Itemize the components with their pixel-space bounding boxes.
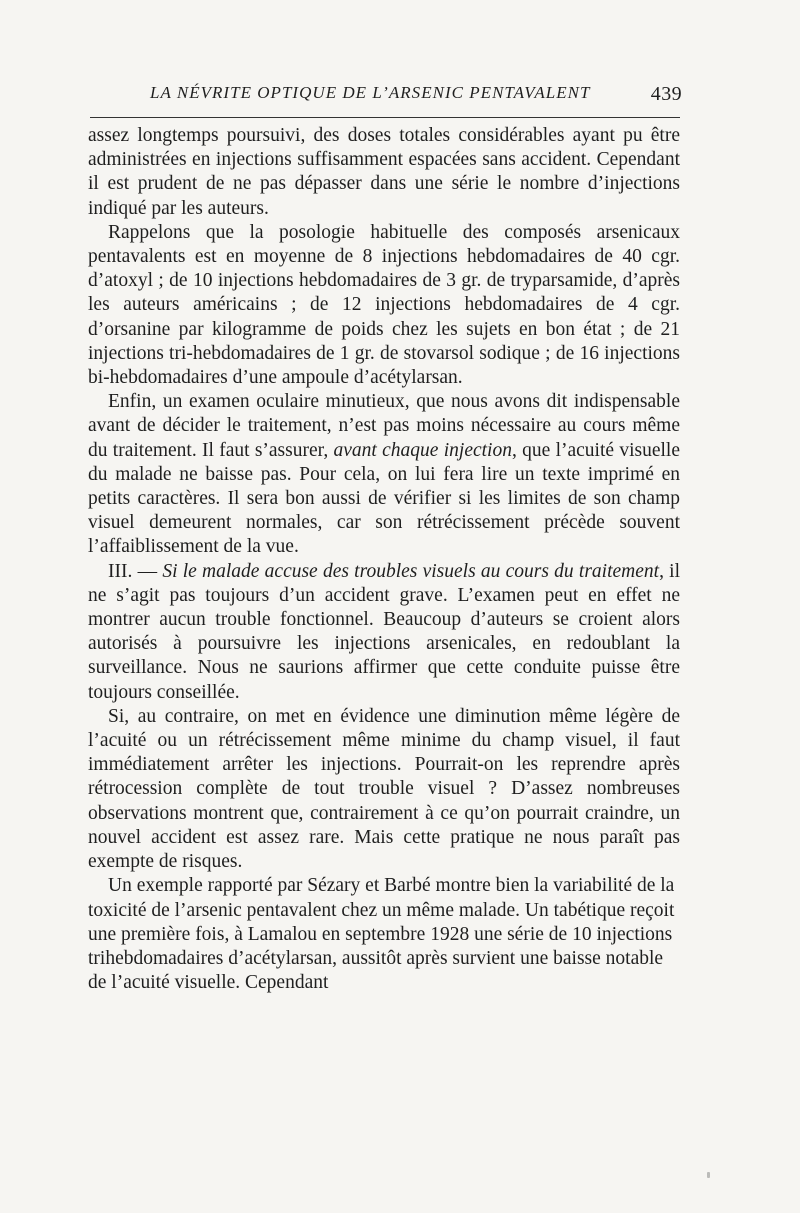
paragraph [88, 705, 680, 874]
text-run: III. — [108, 560, 163, 582]
text-run: , que l’acuité visuelle du malade ne baisse pas. Pour cela, on lui fera lire un texte imprimé en petits caractères. Il sera bon aussi de vérifier si les limites de son champ visuel demeurent normales, car son rétrécissement précède souvent l’affaiblissement de la vue. [88, 439, 680, 558]
paragraph [88, 124, 680, 221]
text-run: Rappelons que la posologie habituelle des composés arsenicaux pentavalents est en moyenne de 8 injections hebdomadaires de 40 cgr. d’atoxyl ; de 10 injections hebdomadaires de 3 gr. de tryparsamide, d’après les auteurs américains ; de 12 injections hebdomadaires de 4 cgr. d’orsanine par kilogramme de poids chez les sujets en bon état ; de 21 injections tri-hebdomadaires de 1 gr. de stovarsol sodique ; de 16 injections bi-hebdomadaires d’une ampoule d’acétylarsan. [88, 221, 680, 389]
text-run: Enfin, un examen oculaire minutieux, que nous avons dit indispensable avant de décider le traitement, n’est pas moins nécessaire au cours même du traitement. Il faut s’assurer, [88, 391, 680, 461]
paragraph [88, 221, 680, 390]
text-run: assez longtemps poursuivi, des doses totales considérables ayant pu être administrées en injections suffisamment espacées sans accident. Cependant il est prudent de ne pas dépasser dans une série le nombre d’injections indiqué par les auteurs. [88, 125, 680, 219]
text-run: , il ne s’agit pas toujours d’un accident grave. L’examen peut en effet ne montrer aucun trouble fonctionnel. Beaucoup d’auteurs se croient alors autorisés à poursuivre les injections arsenicales, en redoublant la surveillance. Nous ne saurions affirmer que cette conduite puisse être toujours conseillée. [88, 560, 681, 703]
italic-text: avant chaque injection [333, 439, 512, 461]
text-run: Un exemple rapporté par Sézary et Barbé montre bien la variabilité de la toxicité de l’arsenic pentavalent chez un même malade. Un tabétique reçoit une première fois, à Lamalou en septembre 1928 une série de 10 injections trihebdomadaires d’acétylarsan, aussitôt après survient une baisse notable de l’acuité visuelle. Cependant [88, 875, 675, 994]
paragraph [88, 874, 680, 995]
paragraph [88, 560, 680, 705]
page-number: 439 [650, 83, 682, 105]
header-rule [90, 117, 680, 118]
paper-speck [707, 1172, 710, 1178]
running-head [88, 80, 682, 114]
text-run: Si, au contraire, on met en évidence une diminution même légère de l’acuité ou un rétrécissement même minime du champ visuel, il faut immédiatement arrêter les injections. Pourrait-on les reprendre après rétrocession complète de tout trouble visuel ? D’assez nombreuses observations montrent que, contrairement à ce qu’on pourrait craindre, un nouvel accident est assez rare. Mais cette pratique ne nous paraît pas exempte de risques. [88, 705, 680, 873]
paragraph [88, 390, 680, 559]
running-head-title: LA NÉVRITE OPTIQUE DE L’ARSENIC PENTAVALENT [150, 83, 591, 102]
body-text [88, 124, 680, 995]
italic-text: Si le malade accuse des troubles visuels au cours du traitement [162, 560, 660, 582]
